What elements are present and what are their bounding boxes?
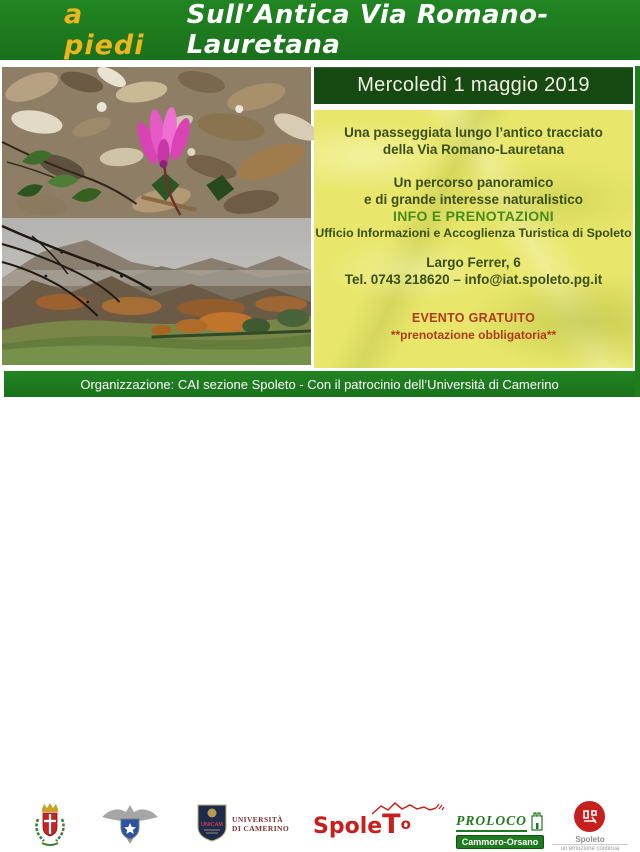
free-event-label: EVENTO GRATUITO bbox=[411, 311, 536, 325]
unicam-line1: UNIVERSITÀ bbox=[232, 815, 284, 824]
spoleto-brand-name: Spoleto bbox=[575, 835, 605, 844]
unicam-line2: DI CAMERINO bbox=[232, 823, 290, 833]
proloco-tower-icon bbox=[530, 810, 544, 832]
event-info-panel bbox=[314, 110, 633, 368]
info-office: Ufficio Informazioni e Accoglienza Turistica di Spoleto bbox=[315, 226, 632, 240]
unicam-label bbox=[232, 816, 289, 833]
proloco-logo bbox=[448, 810, 552, 850]
event-date-banner bbox=[314, 67, 633, 104]
proloco-subtitle: Cammoro-Orsano bbox=[456, 835, 545, 849]
pretitle: a piedi bbox=[64, 0, 145, 61]
cyclamen-photo bbox=[2, 67, 311, 218]
event-intro-line1: Una passeggiata lungo l’antico tracciato bbox=[344, 125, 603, 140]
event-contact: Tel. 0743 218620 – info@iat.spoleto.pg.it bbox=[344, 272, 603, 287]
event-address: Largo Ferrer, 6 bbox=[426, 255, 521, 270]
organization-bar bbox=[4, 371, 635, 397]
spoleto-skyline-icon bbox=[372, 800, 444, 816]
cai-eagle-icon bbox=[100, 801, 160, 847]
info-heading: INFO E PRENOTAZIONI bbox=[393, 208, 554, 224]
event-date: Mercoledì 1 maggio 2019 bbox=[357, 74, 590, 96]
proloco-title: PROLOCO bbox=[456, 813, 527, 832]
header-band bbox=[0, 0, 640, 63]
unicam-shield-icon bbox=[196, 803, 228, 843]
wordmark-part-a: Spole bbox=[313, 814, 383, 839]
logo-strip bbox=[0, 397, 640, 852]
wordmark-part-b: T bbox=[382, 809, 401, 840]
right-border-strip bbox=[635, 66, 640, 397]
page-title: Sull’Antica Via Romano-Lauretana bbox=[186, 0, 549, 60]
spoleto-brand-tagline: un’emozione continua bbox=[552, 844, 628, 852]
organization-text: Organizzazione: CAI sezione Spoleto - Con il patrocinio dell’Università di Camerino bbox=[80, 376, 559, 392]
comune-di-spoleto-crest-icon bbox=[30, 801, 70, 847]
spoleto-brand-circle-icon bbox=[574, 801, 605, 832]
booking-note: **prenotazione obbligatoria** bbox=[390, 328, 557, 342]
event-desc-line1: Un percorso panoramico bbox=[393, 175, 554, 190]
event-intro-line2: della Via Romano-Lauretana bbox=[382, 142, 565, 157]
spoleto-brand-glyph bbox=[580, 807, 600, 827]
landscape-photo bbox=[2, 218, 311, 365]
wordmark-part-c: o bbox=[400, 815, 411, 833]
event-desc-line2: e di grande interesse naturalistico bbox=[363, 192, 584, 207]
unicam-shield-text: UNICAM bbox=[201, 822, 223, 828]
